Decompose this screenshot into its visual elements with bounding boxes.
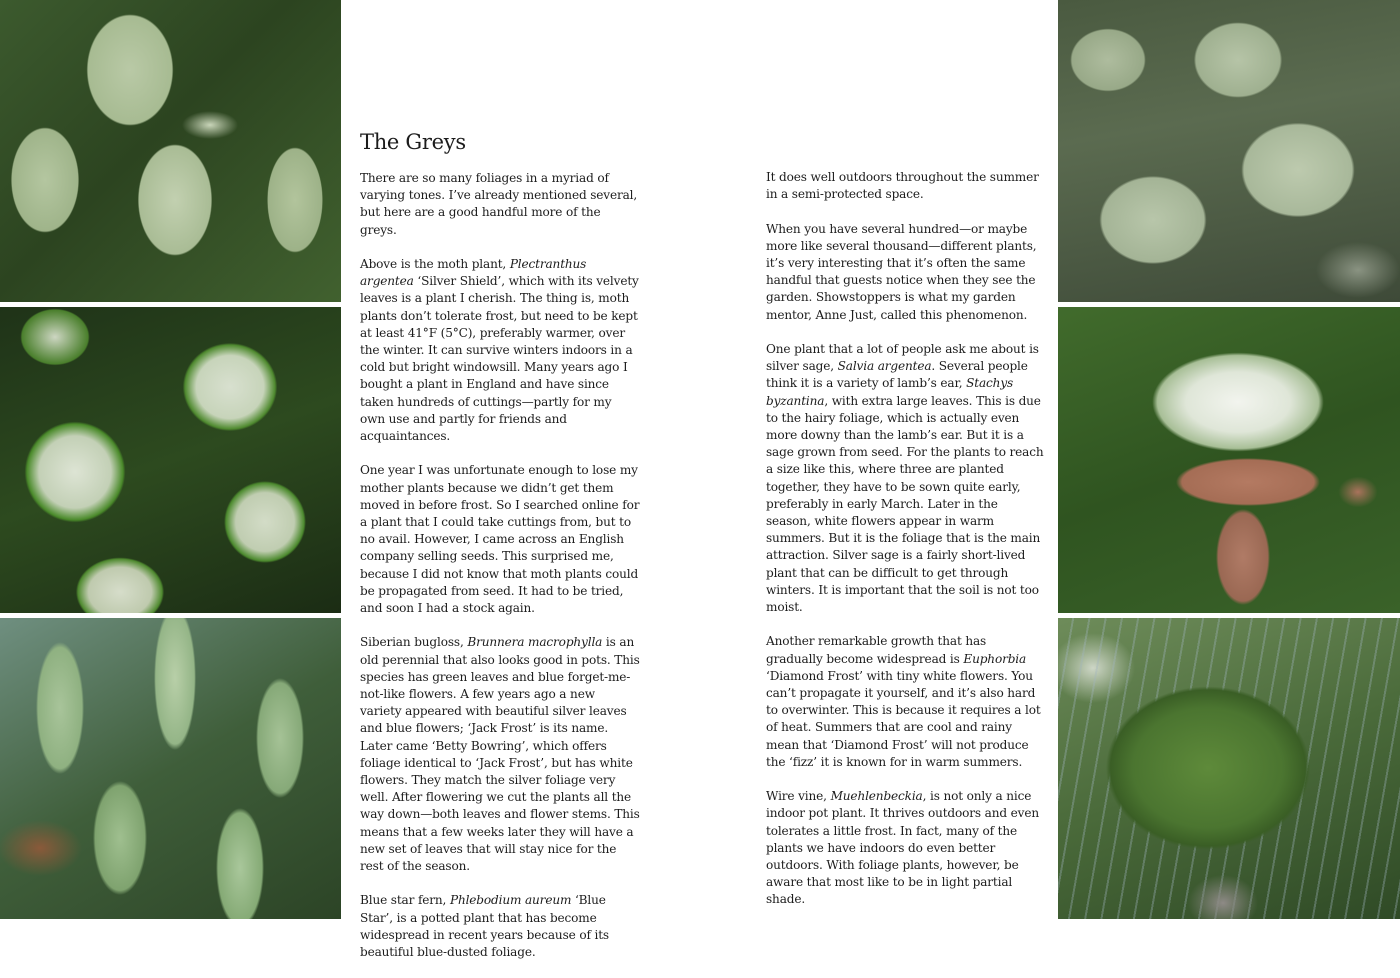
paragraph [360,256,640,445]
paragraph [360,170,640,239]
botanical-name: Euphorbia [963,651,1027,666]
paragraph [360,634,640,875]
botanical-name: Salvia argentea [837,359,932,374]
paragraph [360,462,640,617]
text-run: Another remarkable growth that has gradually become widespread is [766,634,987,666]
botanical-name: Plectranthus argentea [360,257,587,289]
text-run: Above is the moth plant, [360,257,510,271]
section-title: The Greys [360,130,466,154]
text-run: When you have several hundred—or maybe more like several thousand—different plants, it’s very interesting that it’s often the same handful that guests notice when they see the garden. Showstoppers is what my garden mentor, Anne Just, called this phenomenon. [766,221,1037,322]
botanical-name: Brunnera macrophylla [467,635,603,650]
text-run: , with extra large leaves. This is due to the hairy foliage, which is actually even more downy than the lamb’s ear. But it is a sage grown from seed. For the plants to reach a size like this, where three are planted together, they have to be sown quite early, preferably in early March. Later in the season, white flowers appear in warm summers. But it is the foliage that is the main attraction. Silver sage is a fairly short-lived plant that can be difficult to get through winters. It is important that the soil is not too moist. [766,393,1044,615]
text-run: It does well outdoors throughout the summer in a semi-protected space. [766,170,1039,202]
text-run: One plant that a lot of people ask me about is silver sage, [766,342,1039,374]
text-column-left [360,129,640,978]
paragraph [766,788,1046,908]
text-run: ‘Blue Star’, is a potted plant that has become widespread in recent years because of its beautiful blue-dusted foliage. [360,893,609,960]
euphorbia-urn-photo [1058,307,1400,613]
blue-star-fern-photo [0,618,341,919]
paragraph [766,221,1046,324]
text-run: . Several people think it is a variety of lamb’s ear, [766,359,1028,391]
text-run: is an old perennial that also looks good in pots. This species has green leaves and blue forget-me-not-like flowers. A few years ago a new variety appeared with beautiful silver leaves and blue flowers; ‘Jack Frost’ is its name. Later came ‘Betty Bowring’, which offers foliage identical to ‘Jack Frost’, but has white flowers. They match the silver foliage very well. After flowering we cut the plants all the way down—both leaves and flower stems. This means that a few weeks later they will have a new set of leaves that will stay nice for the rest of the season. [360,635,640,874]
botanical-name: Muehlenbeckia [830,789,923,804]
paragraph [766,169,1046,203]
text-run: ‘Diamond Frost’ with tiny white flowers. You can’t propagate it yourself, and it’s also hard to overwinter. This is because it requires a lot of heat. Summers that are cool and rainy mean that ‘Diamond Frost’ will not produce the ‘fizz’ it is known for in warm summers. [766,668,1041,769]
text-run: There are so many foliages in a myriad of varying tones. I’ve already mentioned several, but here are a good handful more of the greys. [360,171,638,237]
text-run: ‘Silver Shield’, which with its velvety leaves is a plant I cherish. The thing is, moth plants don’t tolerate frost, but need to be kept at least 41°F (5°C), preferably warmer, over the winter. It can survive winters indoors in a cold but bright windowsill. Many years ago I bought a plant in England and have since taken hundreds of cuttings—partly for my own use and partly for friends and acquaintances. [360,274,639,444]
text-run: , is not only a nice indoor pot plant. It thrives outdoors and even tolerates a little frost. In fact, many of the plants we have indoors do even better outdoors. With foliage plants, however, be aware that most like to be in light partial shade. [766,789,1039,907]
text-run: Wire vine, [766,789,831,804]
paragraph [766,633,1046,771]
silver-sage-photo [1058,0,1400,302]
brunnera-photo [0,307,341,613]
text-column-right [766,169,1046,926]
moth-plant-photo [0,0,341,302]
left-paragraphs [360,170,640,961]
wire-vine-photo [1058,618,1400,919]
paragraph [360,892,640,961]
botanical-name: Phlebodium aureum [449,893,572,908]
right-paragraphs [766,169,1046,909]
text-run: Siberian bugloss, [360,635,468,650]
paragraph [766,341,1046,616]
text-run: One year I was unfortunate enough to lose my mother plants because we didn’t get them moved in before frost. So I searched online for a plant that I could take cuttings from, but to no avail. However, I came across an English company selling seeds. This surprised me, because I did not know that moth plants could be propagated from seed. It had to be tried, and soon I had a stock again. [360,463,640,616]
text-run: Blue star fern, [360,893,450,908]
botanical-name: Stachys byzantina [766,376,1014,408]
